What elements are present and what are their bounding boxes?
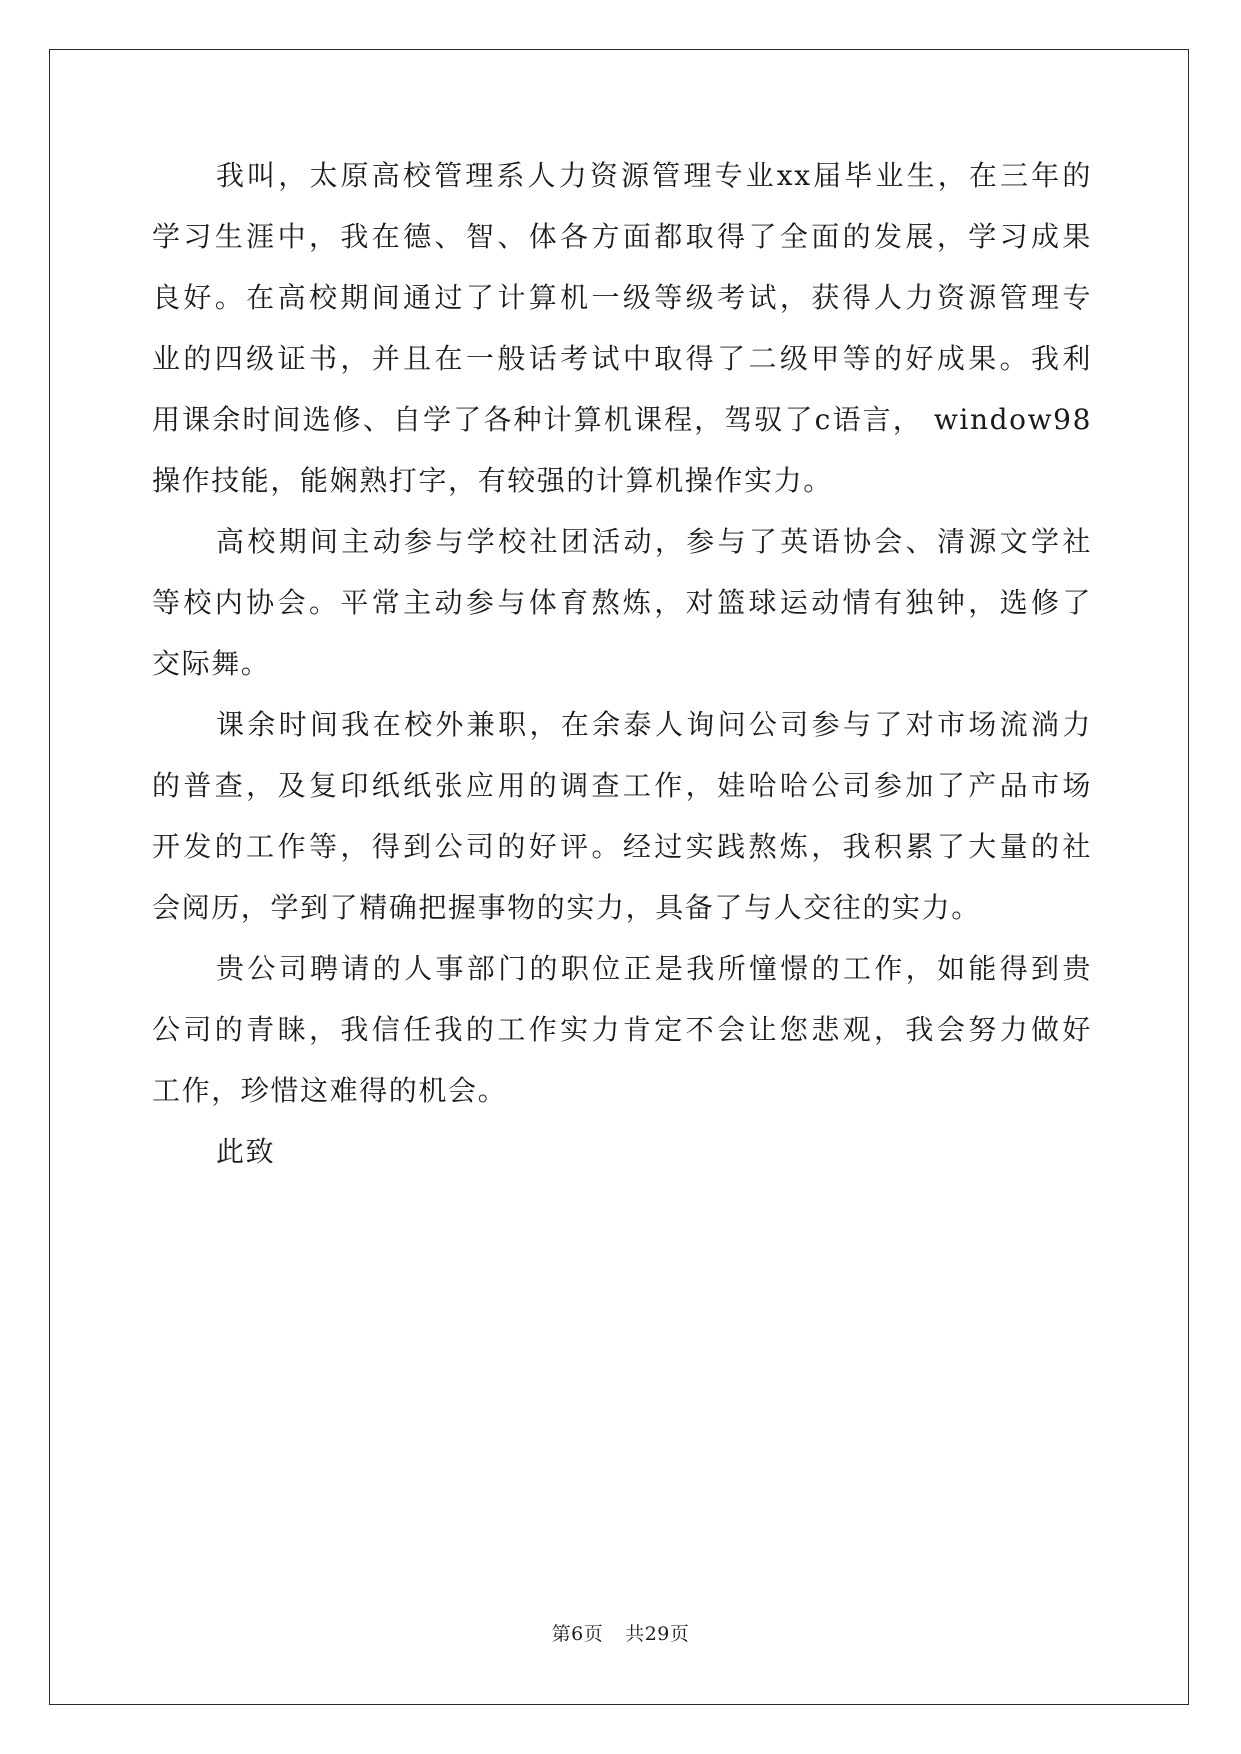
page-suffix: 页 (583, 1623, 604, 1645)
closing-line: 此致 (216, 1135, 276, 1168)
body-line: 我叫，太原高校管理系人力资源管理专业xx届毕业生，在三年的 (216, 159, 1092, 192)
body-line: 高校期间主动参与学校社团活动，参与了英语协会、清源文学社 (216, 525, 1092, 558)
body-line: 学习生涯中，我在德、智、体各方面都取得了全面的发展，学习成果 (152, 220, 1092, 253)
body-line: 公司的青睐，我信任我的工作实力肯定不会让您悲观，我会努力做好 (152, 1013, 1092, 1046)
body-line: 交际舞。 (152, 647, 271, 680)
total-pages: 29 (644, 1623, 670, 1645)
body-line: 开发的工作等，得到公司的好评。经过实践熬炼，我积累了大量的社 (152, 830, 1092, 863)
document-body (152, 161, 1092, 1198)
total-suffix: 页 (669, 1623, 690, 1645)
page-prefix: 第 (551, 1623, 572, 1645)
body-line: 业的四级证书，并且在一般话考试中取得了二级甲等的好成果。我利 (152, 342, 1092, 375)
body-line: 良好。在高校期间通过了计算机一级等级考试，获得人力资源管理专 (152, 281, 1092, 314)
body-line: 等校内协会。平常主动参与体育熬炼，对篮球运动情有独钟，选修了 (152, 586, 1092, 619)
body-line: 用课余时间选修、自学了各种计算机课程，驾驭了c语言， window98 (152, 403, 1092, 436)
body-line: 贵公司聘请的人事部门的职位正是我所憧憬的工作，如能得到贵 (216, 952, 1092, 985)
page-footer (0, 1619, 1241, 1646)
body-line: 会阅历，学到了精确把握事物的实力，具备了与人交往的实力。 (152, 891, 981, 924)
total-prefix: 共 (625, 1623, 645, 1645)
body-line: 工作，珍惜这难得的机会。 (152, 1074, 508, 1107)
body-line: 操作技能，能娴熟打字，有较强的计算机操作实力。 (152, 464, 833, 497)
body-line: 的普查，及复印纸纸张应用的调查工作，娃哈哈公司参加了产品市场 (152, 769, 1092, 802)
page-number: 6 (571, 1623, 584, 1645)
body-line: 课余时间我在校外兼职，在余泰人询问公司参与了对市场流淌力 (216, 708, 1092, 741)
